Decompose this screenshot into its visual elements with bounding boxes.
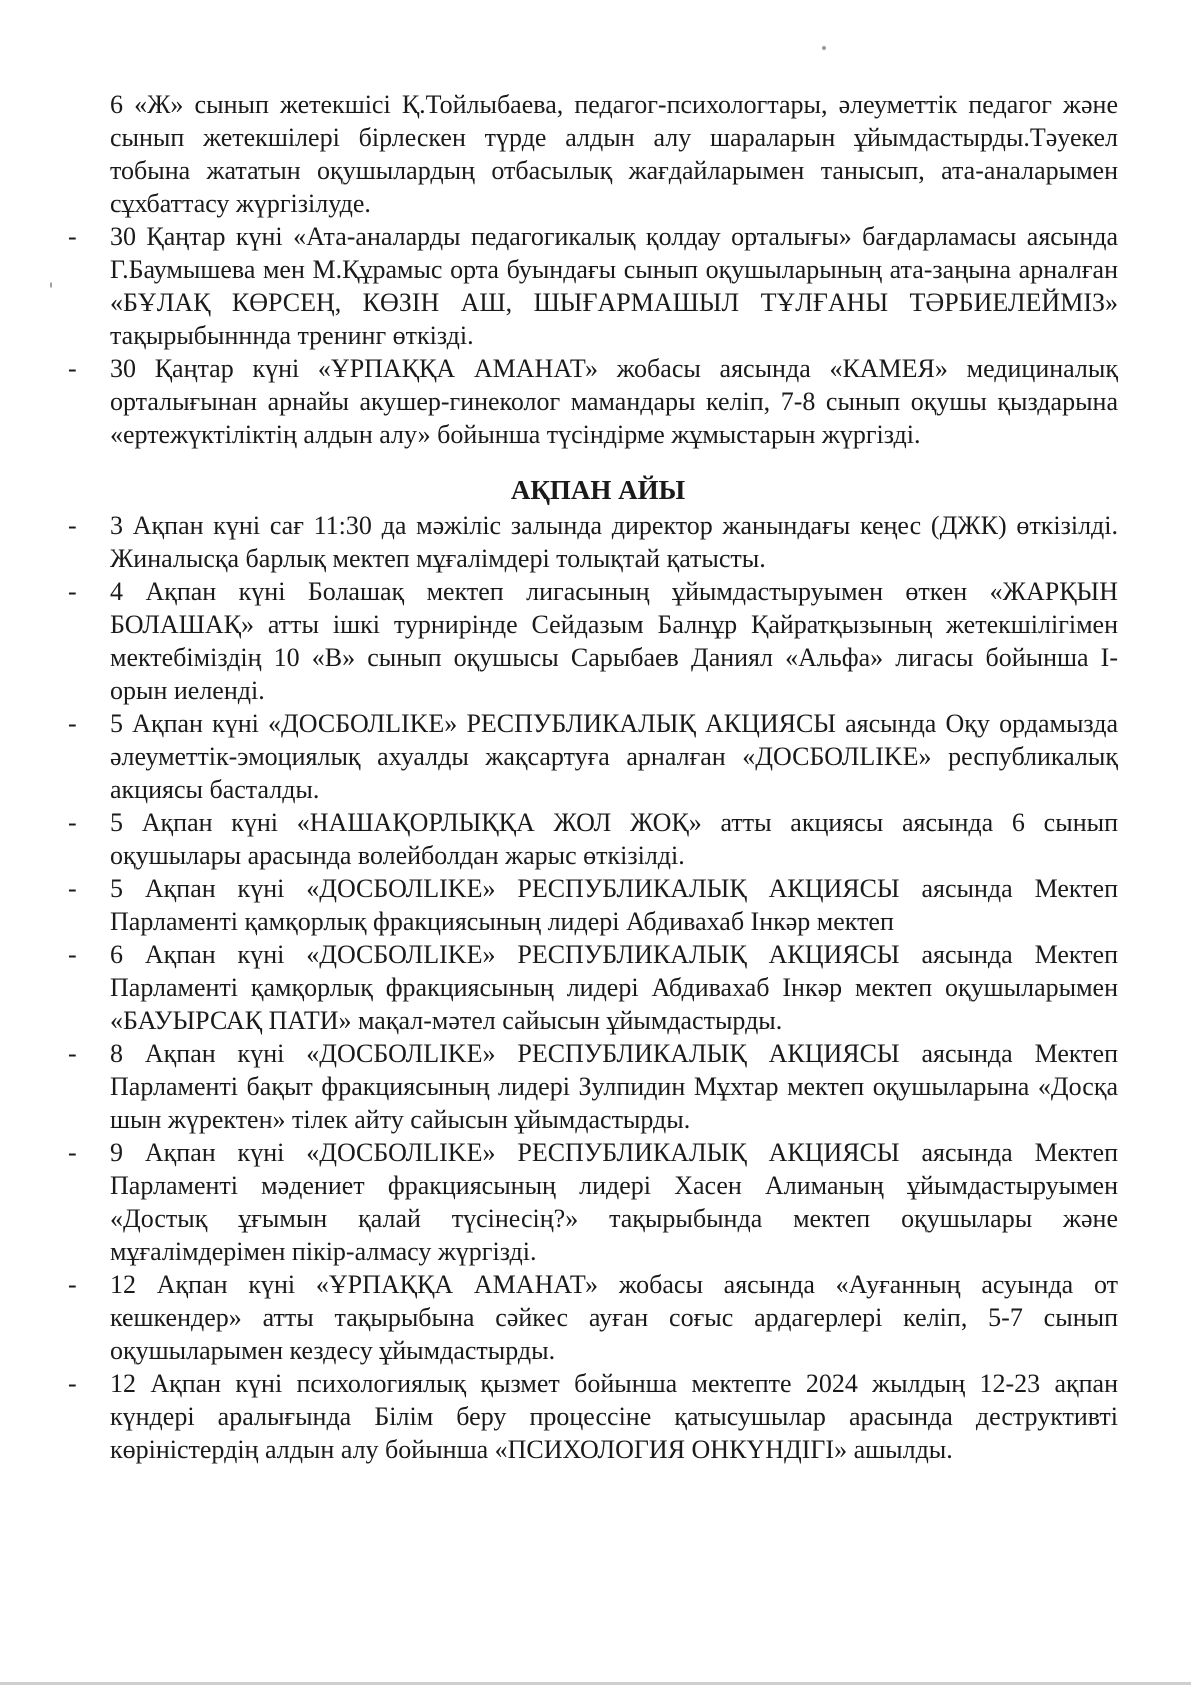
list-item [68, 575, 1118, 707]
list-item [68, 1367, 1118, 1466]
list-item [68, 1268, 1118, 1367]
list-item [68, 1037, 1118, 1136]
list-item-text: 3 Ақпан күні сағ 11:30 да мәжіліс залында директор жанындағы кеңес (ДЖК) өткізілді. Жиналысқа барлық мектеп мұғалімдері толықтай қатысты. [110, 511, 1118, 573]
bullet-dash: - [68, 709, 77, 738]
list-item [68, 509, 1118, 575]
intro-paragraph: 6 «Ж» сынып жетекшісі Қ.Тойлыбаева, педагог-психологтары, әлеуметтік педагог және сынып жетекшілері бірлескен түрде алдын алу шараларын ұйымдастырды.Тәуекел тобына жататын оқушылардың отбасылық жағдайларымен танысып, ата-аналарымен сұхбаттасу жүргізілуде. [110, 90, 1118, 218]
list-item-text: 12 Ақпан күні психологиялық қызмет бойынша мектепте 2024 жылдың 12-23 ақпан күндері аралығында Білім беру процессіне қатысушылар арасында деструктивті көріністердің алдын алу бойынша «ПСИХОЛОГИЯ ОНКҮНДІГІ» ашылды. [110, 1369, 1118, 1464]
bullet-dash: - [68, 222, 77, 251]
january-list [68, 220, 1118, 451]
list-item-text: 5 Ақпан күні «ДОСБОЛLIKE» РЕСПУБЛИКАЛЫҚ АКЦИЯСЫ аясында Оқу ордамызда әлеуметтік-эмоциялық ахуалды жақсартуға арналған «ДОСБОЛLIKE» республикалық акциясы басталды. [110, 709, 1118, 804]
list-item-text: 9 Ақпан күні «ДОСБОЛLIKE» РЕСПУБЛИКАЛЫҚ АКЦИЯСЫ аясында Мектеп Парламенті мәдениет фракциясының лидері Хасен Алиманың ұйымдастыруымен «Достық ұғымын қалай түсінесің?» тақырыбында мектеп оқушылары және мұғалімдерімен пікір-алмасу жүргізді. [110, 1138, 1118, 1266]
list-item [68, 806, 1118, 872]
document-page [68, 88, 1118, 1466]
list-item [68, 352, 1118, 451]
list-item-text: 30 Қаңтар күні «Ата-аналарды педагогикалық қолдау орталығы» бағдарламасы аясында Г.Баумышева мен М.Құрамыс орта буындағы сынып оқушыларының ата-заңына арналған «БҰЛАҚ КӨРСЕҢ, КӨЗІН АШ, ШЫҒАРМАШЫЛ ТҰЛҒАНЫ ТӘРБИЕЛЕЙМІЗ» тақырыбынннда тренинг өткізді. [110, 222, 1118, 350]
bullet-dash: - [68, 511, 77, 540]
bullet-dash: - [68, 1138, 77, 1167]
list-item-text: 6 Ақпан күні «ДОСБОЛLIKE» РЕСПУБЛИКАЛЫҚ АКЦИЯСЫ аясында Мектеп Парламенті қамқорлық фракциясының лидері Абдивахаб Інкәр мектеп оқушыларымен «БАУЫРСАҚ ПАТИ» мақал-мәтел сайысын ұйымдастырды. [110, 940, 1118, 1035]
bullet-dash: - [68, 940, 77, 969]
scan-speck [822, 46, 826, 50]
bullet-dash: - [68, 808, 77, 837]
february-list [68, 509, 1118, 1466]
bullet-dash: - [68, 1270, 77, 1299]
list-item [68, 872, 1118, 938]
list-item-text: 5 Ақпан күні «НАШАҚОРЛЫҚҚА ЖОЛ ЖОҚ» атты акциясы аясында 6 сынып оқушылары арасында волейболдан жарыс өткізілді. [110, 808, 1118, 870]
list-item-text: 4 Ақпан күні Болашақ мектеп лигасының ұйымдастыруымен өткен «ЖАРҚЫН БОЛАШАҚ» атты ішкі турнирінде Сейдазым Балнұр Қайратқызының жетекшілігімен мектебіміздің 10 «В» сынып оқушысы Сарыбаев Даниял «Альфа» лигасы бойынша І-орын иеленді. [110, 577, 1118, 705]
list-item-text: 8 Ақпан күні «ДОСБОЛLIKE» РЕСПУБЛИКАЛЫҚ АКЦИЯСЫ аясында Мектеп Парламенті бақыт фракциясының лидері Зулпидин Мұхтар мектеп оқушыларына «Досқа шын жүректен» тілек айту сайысын ұйымдастырды. [110, 1039, 1118, 1134]
list-item [68, 1136, 1118, 1268]
section-heading: АҚПАН АЙЫ [510, 475, 686, 505]
list-item [68, 220, 1118, 352]
bullet-dash: - [68, 1039, 77, 1068]
list-item-text: 30 Қаңтар күні «ҰРПАҚҚА АМАНАТ» жобасы аясында «КАМЕЯ» медициналық орталығынан арнайы акушер-гинеколог мамандары келіп, 7-8 сынып оқушы қыздарына «ертежүктіліктің алдын алу» бойынша түсіндірме жұмыстарын жүргізді. [110, 354, 1118, 449]
scan-speck [50, 282, 52, 288]
bullet-dash: - [68, 1369, 77, 1398]
list-item [68, 938, 1118, 1037]
bullet-dash: - [68, 874, 77, 903]
list-item [68, 707, 1118, 806]
bullet-dash: - [68, 577, 77, 606]
list-item-text: 12 Ақпан күні «ҰРПАҚҚА АМАНАТ» жобасы аясында «Ауғанның асуында от кешкендер» атты тақырыбына сәйкес ауған соғыс ардагерлері келіп, 5-7 сынып оқушыларымен кездесу ұйымдастырды. [110, 1270, 1118, 1365]
bullet-dash: - [68, 354, 77, 383]
list-item-text: 5 Ақпан күні «ДОСБОЛLIKE» РЕСПУБЛИКАЛЫҚ АКЦИЯСЫ аясында Мектеп Парламенті қамқорлық фракциясының лидері Абдивахаб Інкәр мектеп [110, 874, 1118, 936]
